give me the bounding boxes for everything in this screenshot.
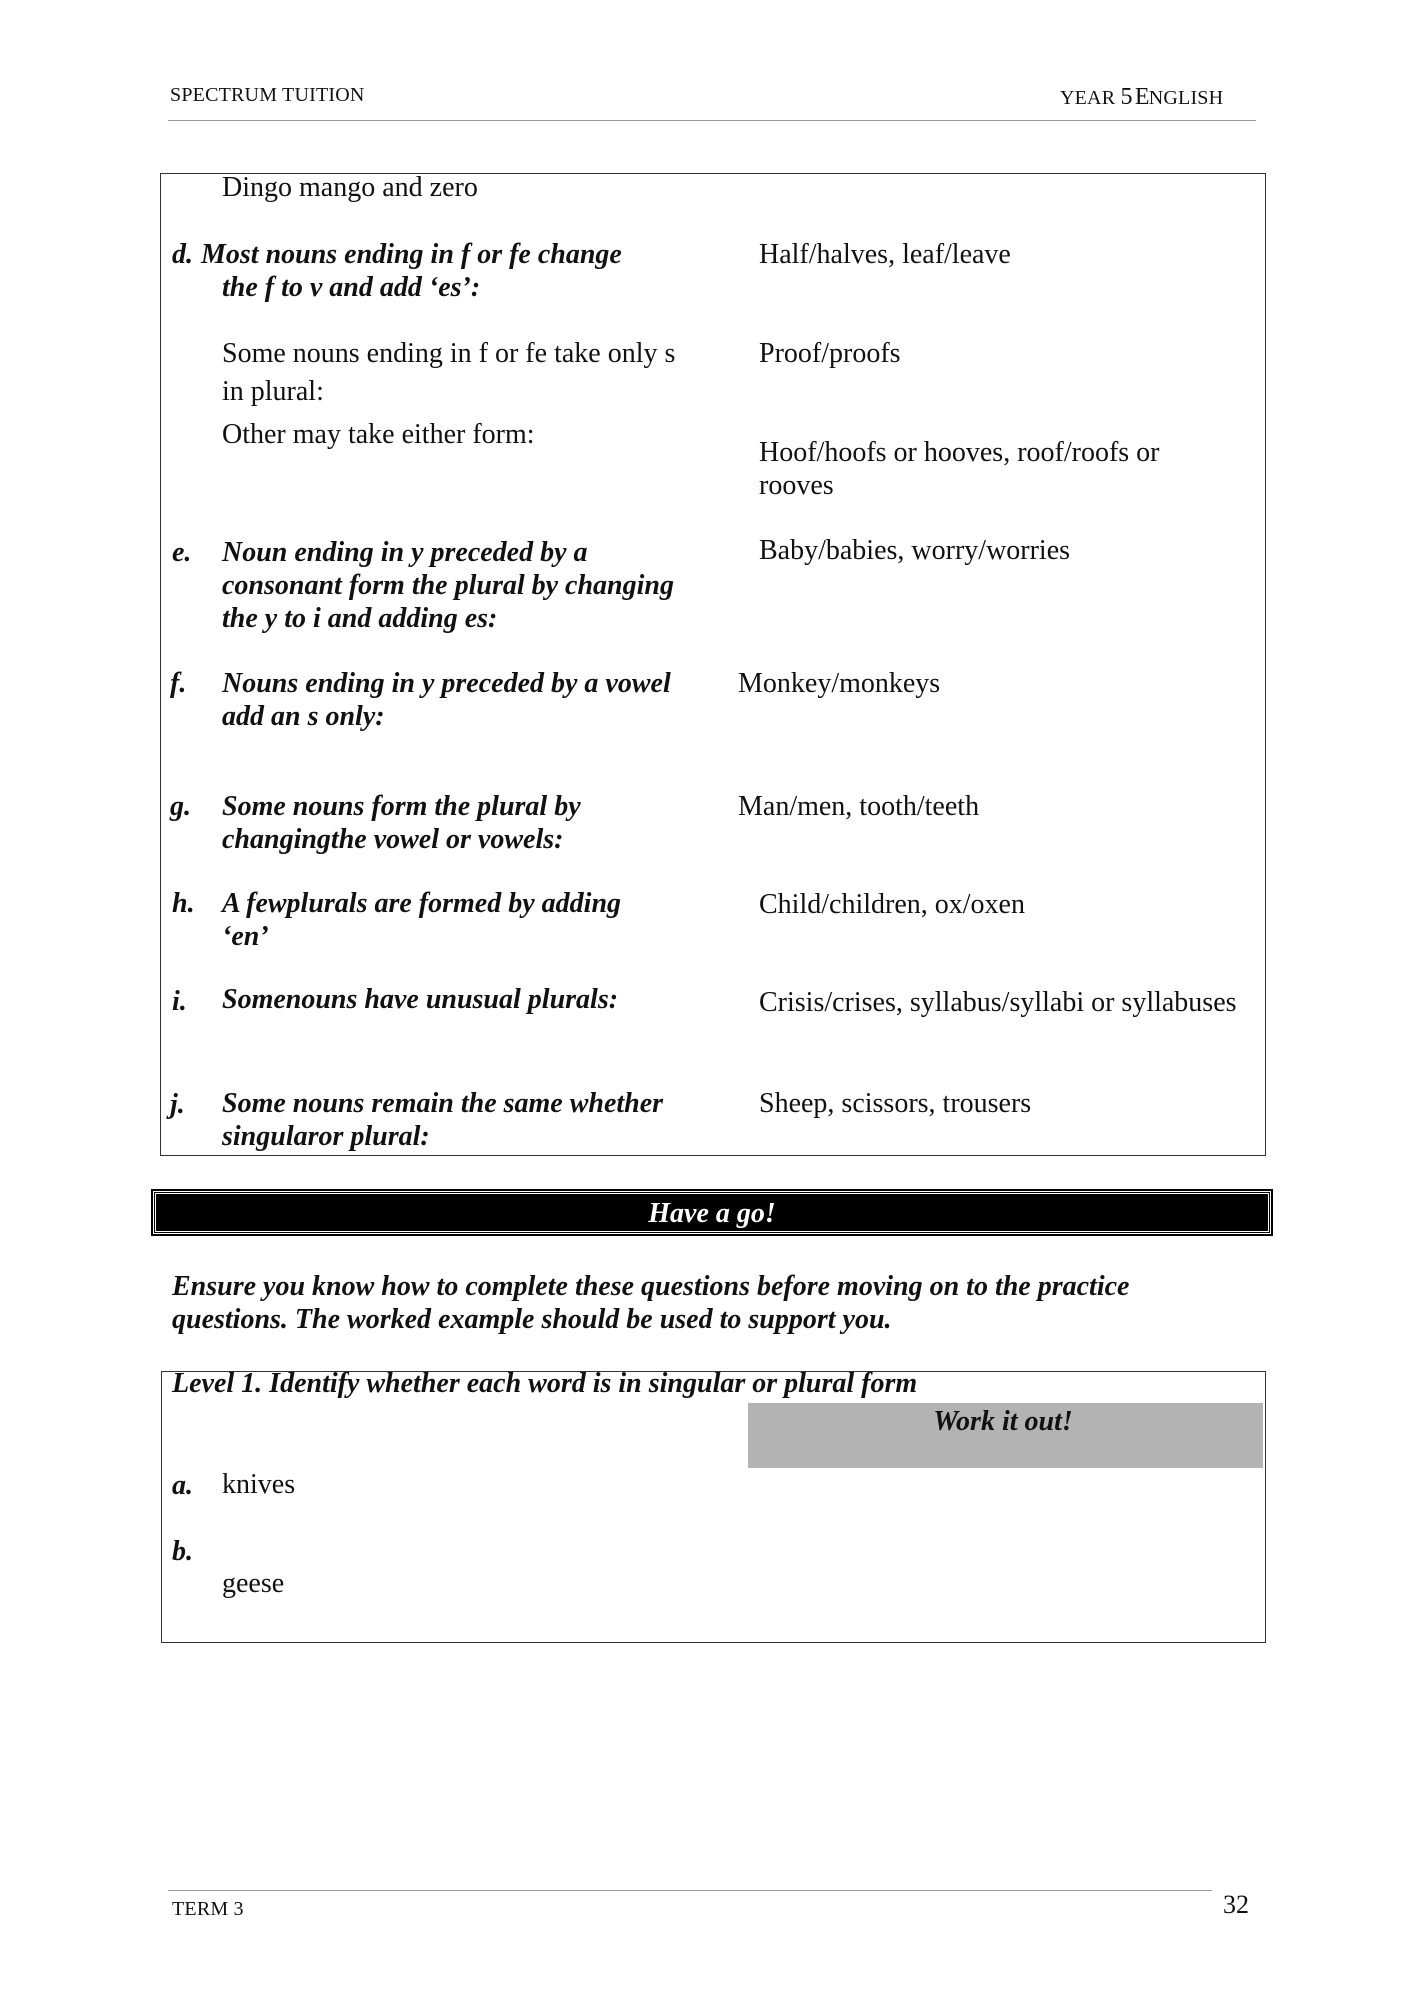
example-j: Sheep, scissors, trousers (759, 1088, 1032, 1119)
example-d: Half/halves, leaf/leave (759, 239, 1011, 270)
header-left: SPECTRUM TUITION (170, 84, 365, 106)
example-either-line2: rooves (759, 470, 834, 501)
have-a-go-banner (153, 1191, 1271, 1234)
exercise-letter-b: b. (172, 1536, 193, 1567)
exercise-letter-a: a. (172, 1470, 193, 1501)
rule-letter-g: g. (170, 791, 191, 822)
instructions-line2: questions. The worked example should be used to support you. (172, 1304, 892, 1335)
work-it-out-panel (748, 1403, 1263, 1468)
rule-h-line1: A fewplurals are formed by adding (222, 888, 622, 919)
rule-letter-j: j. (170, 1089, 185, 1120)
header-rule (168, 120, 1256, 121)
rule-g-line2: changingthe vowel or vowels: (222, 824, 564, 855)
rule-letter-e: e. (172, 537, 192, 568)
rule-e-line1: Noun ending in y preceded by a (222, 537, 588, 568)
exercise-word-b: geese (222, 1568, 285, 1599)
exercise-word-a: knives (222, 1469, 296, 1500)
example-e: Baby/babies, worry/worries (759, 535, 1071, 566)
footer-rule (168, 1890, 1212, 1891)
example-f: Monkey/monkeys (738, 668, 941, 699)
rule-letter-d: d. (172, 239, 193, 270)
header-year: YEAR (1060, 87, 1116, 109)
footer-term: TERM 3 (172, 1898, 244, 1920)
rule-h-line2: ‘en’ (222, 921, 269, 952)
rule-letter-f: f. (170, 668, 187, 699)
header-subject-initial: E (1134, 84, 1150, 110)
example-h: Child/children, ox/oxen (759, 889, 1025, 920)
page-number: 32 (1223, 1890, 1249, 1919)
banner-title: Have a go! (648, 1198, 776, 1229)
header-subject-rest: NGLISH (1148, 87, 1224, 109)
instructions-line1: Ensure you know how to complete these questions before moving on to the practice (172, 1271, 1130, 1302)
rule-f-line1: Nouns ending in y preceded by a vowel (222, 668, 671, 699)
example-g: Man/men, tooth/teeth (738, 791, 980, 822)
rule-letter-i: i. (172, 986, 187, 1017)
example-ffe: Proof/proofs (759, 338, 901, 369)
header-year-number: 5 (1120, 84, 1133, 110)
rule-letter-h: h. (172, 888, 195, 919)
rule-ffe-line1: Some nouns ending in f or fe take only s (222, 338, 676, 369)
rule-d-line2: the f to v and add ‘es’: (222, 272, 481, 303)
rule-either: Other may take either form: (222, 419, 535, 450)
work-it-out-label: Work it out! (933, 1406, 1073, 1437)
rule-j-line2: singularor plural: (222, 1121, 430, 1152)
example-either-line1: Hoof/hoofs or hooves, roof/roofs or (759, 437, 1160, 468)
rule-ffe-line2: in plural: (222, 376, 324, 407)
rule-d-line1: Most nouns ending in f or fe change (201, 239, 622, 270)
header-right (1060, 84, 1223, 111)
example-i: Crisis/crises, syllabus/syllabi or syllabuses (759, 987, 1237, 1018)
rule-i-line1: Somenouns have unusual plurals: (222, 984, 619, 1015)
rule-e-line2: consonant form the plural by changing (222, 570, 674, 601)
rule-e-line3: the y to i and adding es: (222, 603, 498, 634)
exercise-title: Level 1. Identify whether each word is in singular or plural form (172, 1368, 918, 1399)
rule-g-line1: Some nouns form the plural by (222, 791, 581, 822)
rule-f-line2: add an s only: (222, 701, 385, 732)
rules-carryover: Dingo mango and zero (222, 172, 478, 203)
rule-j-line1: Some nouns remain the same whether (222, 1088, 664, 1119)
